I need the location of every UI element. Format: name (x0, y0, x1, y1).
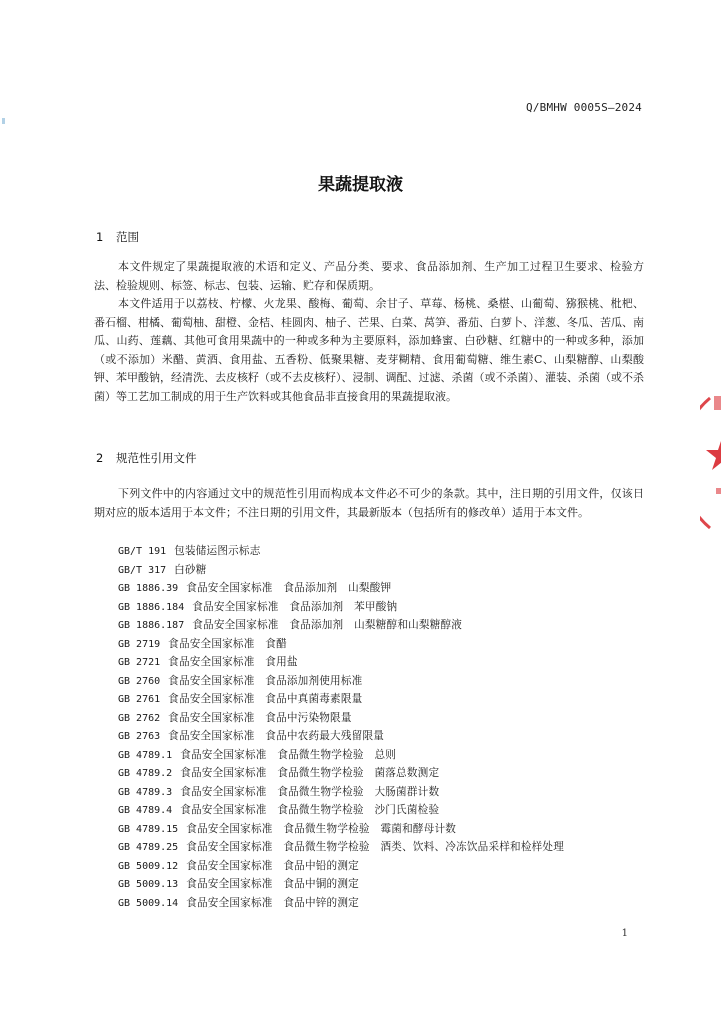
reference-code: GB 4789.1 (118, 749, 173, 761)
reference-code: GB 2760 (118, 675, 161, 687)
reference-title: 食品安全国家标准 食品中污染物限量 (168, 711, 352, 724)
reference-title: 食品安全国家标准 食品微生物学检验 沙门氏菌检验 (180, 804, 440, 816)
reference-list (118, 542, 658, 912)
reference-title: 食品安全国家标准 食品添加剂 苯甲酸钠 (192, 600, 398, 613)
reference-item (118, 838, 658, 857)
reference-item (118, 653, 658, 672)
paragraph: 本文件规定了果蔬提取液的术语和定义、产品分类、要求、食品添加剂、生产加工过程卫生要求、检验方法、检验规则、标签、标志、包装、运输、贮存和保质期。 (94, 260, 644, 292)
reference-code: GB 2719 (118, 638, 161, 650)
reference-item (118, 820, 658, 839)
reference-title: 食品安全国家标准 食品添加剂 山梨糖醇和山梨糖醇液 (192, 619, 463, 631)
section-title: 规范性引用文件 (116, 451, 197, 465)
reference-title: 包装储运图示标志 (174, 545, 261, 557)
reference-item (118, 783, 658, 802)
seal-ring (700, 398, 710, 528)
reference-code: GB/T 317 (118, 564, 167, 576)
reference-item (118, 857, 658, 876)
reference-code: GB 2763 (118, 731, 161, 742)
reference-title: 食品安全国家标准 食品中真菌毒素限量 (168, 693, 363, 705)
section-number: 1 (96, 230, 104, 244)
reference-item (118, 801, 658, 820)
reference-code: GB 4789.15 (118, 823, 179, 835)
section-title: 范围 (116, 230, 139, 244)
reference-code: GB 4789.25 (118, 842, 179, 853)
reference-code: GB 5009.14 (118, 897, 179, 909)
reference-title: 食品安全国家标准 食品添加剂 山梨酸钾 (186, 582, 392, 594)
seal-glyph (716, 488, 721, 494)
reference-item (118, 579, 658, 598)
reference-title: 食品安全国家标准 食品中锌的测定 (186, 896, 359, 909)
reference-code: GB 2762 (118, 712, 161, 724)
paragraph: 下列文件中的内容通过文中的规范性引用而构成本文件必不可少的条款。其中，注日期的引用文件，仅该日期对应的版本适用于本文件；不注日期的引用文件，其最新版本（包括所有的修改单）适用于本文件。 (94, 487, 644, 519)
reference-item (118, 542, 658, 561)
reference-code: GB 2761 (118, 694, 161, 705)
reference-title: 食品安全国家标准 食品添加剂使用标准 (168, 674, 363, 687)
reference-code: GB 1886.187 (118, 620, 185, 631)
reference-title: 食品安全国家标准 食品微生物学检验 菌落总数测定 (180, 767, 440, 779)
reference-title: 食品安全国家标准 食品中铜的测定 (186, 878, 359, 890)
reference-item (118, 616, 658, 635)
reference-code: GB 4789.4 (118, 805, 173, 816)
reference-item (118, 690, 658, 709)
reference-item (118, 875, 658, 894)
reference-title: 食品安全国家标准 食品微生物学检验 大肠菌群计数 (180, 785, 440, 798)
reference-title: 食品安全国家标准 食品中铅的测定 (186, 859, 359, 872)
reference-title: 白砂糖 (174, 563, 207, 576)
reference-item (118, 894, 658, 913)
reference-title: 食品安全国家标准 食醋 (168, 637, 287, 650)
seal-glyph (714, 396, 721, 410)
reference-code: GB 5009.13 (118, 879, 179, 890)
reference-code: GB/T 191 (118, 546, 167, 557)
seal-star-icon (706, 438, 721, 470)
reference-item (118, 727, 658, 746)
paragraph: 本文件适用于以荔枝、柠檬、火龙果、酸梅、葡萄、余甘子、草莓、杨桃、桑椹、山葡萄、猕猴桃、枇杷、番石榴、柑橘、葡萄柚、甜橙、金桔、桂圆肉、柚子、芒果、白菜、莴笋、番茄、白萝卜、洋葱、冬瓜、苦瓜、南瓜、山药、莲藕、其他可食用果蔬中的一种或多种为主要原料，添加蜂蜜、白砂糖、红糖中的一种或多种，添加（或不添加）米醋、黄酒、食用盐、五香粉、低聚果糖、麦芽糊精、食用葡萄糖、维生素C、山梨糖醇、山梨酸钾、苯甲酸钠，经清洗、去皮核籽（或不去皮核籽）、浸制、调配、过滤、杀菌（或不杀菌）、灌装、杀菌（或不杀菌）等工艺加工制成的用于生产饮料或其他食品非直接食用的果蔬提取液。 (94, 297, 644, 403)
section-1-heading (96, 229, 139, 245)
reference-code: GB 4789.3 (118, 786, 173, 798)
margin-mark (2, 118, 5, 124)
standard-code: Q/BMHW 0005S—2024 (526, 101, 642, 114)
reference-title: 食品安全国家标准 食用盐 (168, 656, 298, 668)
reference-code: GB 1886.184 (118, 601, 185, 613)
reference-item (118, 746, 658, 765)
reference-code: GB 1886.39 (118, 583, 179, 594)
section-2-heading (96, 450, 197, 466)
reference-title: 食品安全国家标准 食品中农药最大残留限量 (168, 730, 385, 742)
seal-stamp (700, 378, 721, 548)
reference-item (118, 561, 658, 580)
reference-title: 食品安全国家标准 食品微生物学检验 总则 (180, 748, 397, 761)
reference-item (118, 709, 658, 728)
reference-code: GB 5009.12 (118, 860, 179, 872)
reference-item (118, 672, 658, 691)
page-number: 1 (621, 928, 628, 939)
reference-item (118, 764, 658, 783)
document-title: 果蔬提取液 (318, 175, 403, 195)
section-number: 2 (96, 451, 104, 465)
reference-title: 食品安全国家标准 食品微生物学检验 霉菌和酵母计数 (186, 822, 457, 835)
reference-title: 食品安全国家标准 食品微生物学检验 酒类、饮料、冷冻饮品采样和检样处理 (186, 841, 564, 853)
reference-code: GB 2721 (118, 657, 161, 668)
reference-code: GB 4789.2 (118, 768, 173, 779)
reference-item (118, 635, 658, 654)
reference-item (118, 598, 658, 617)
